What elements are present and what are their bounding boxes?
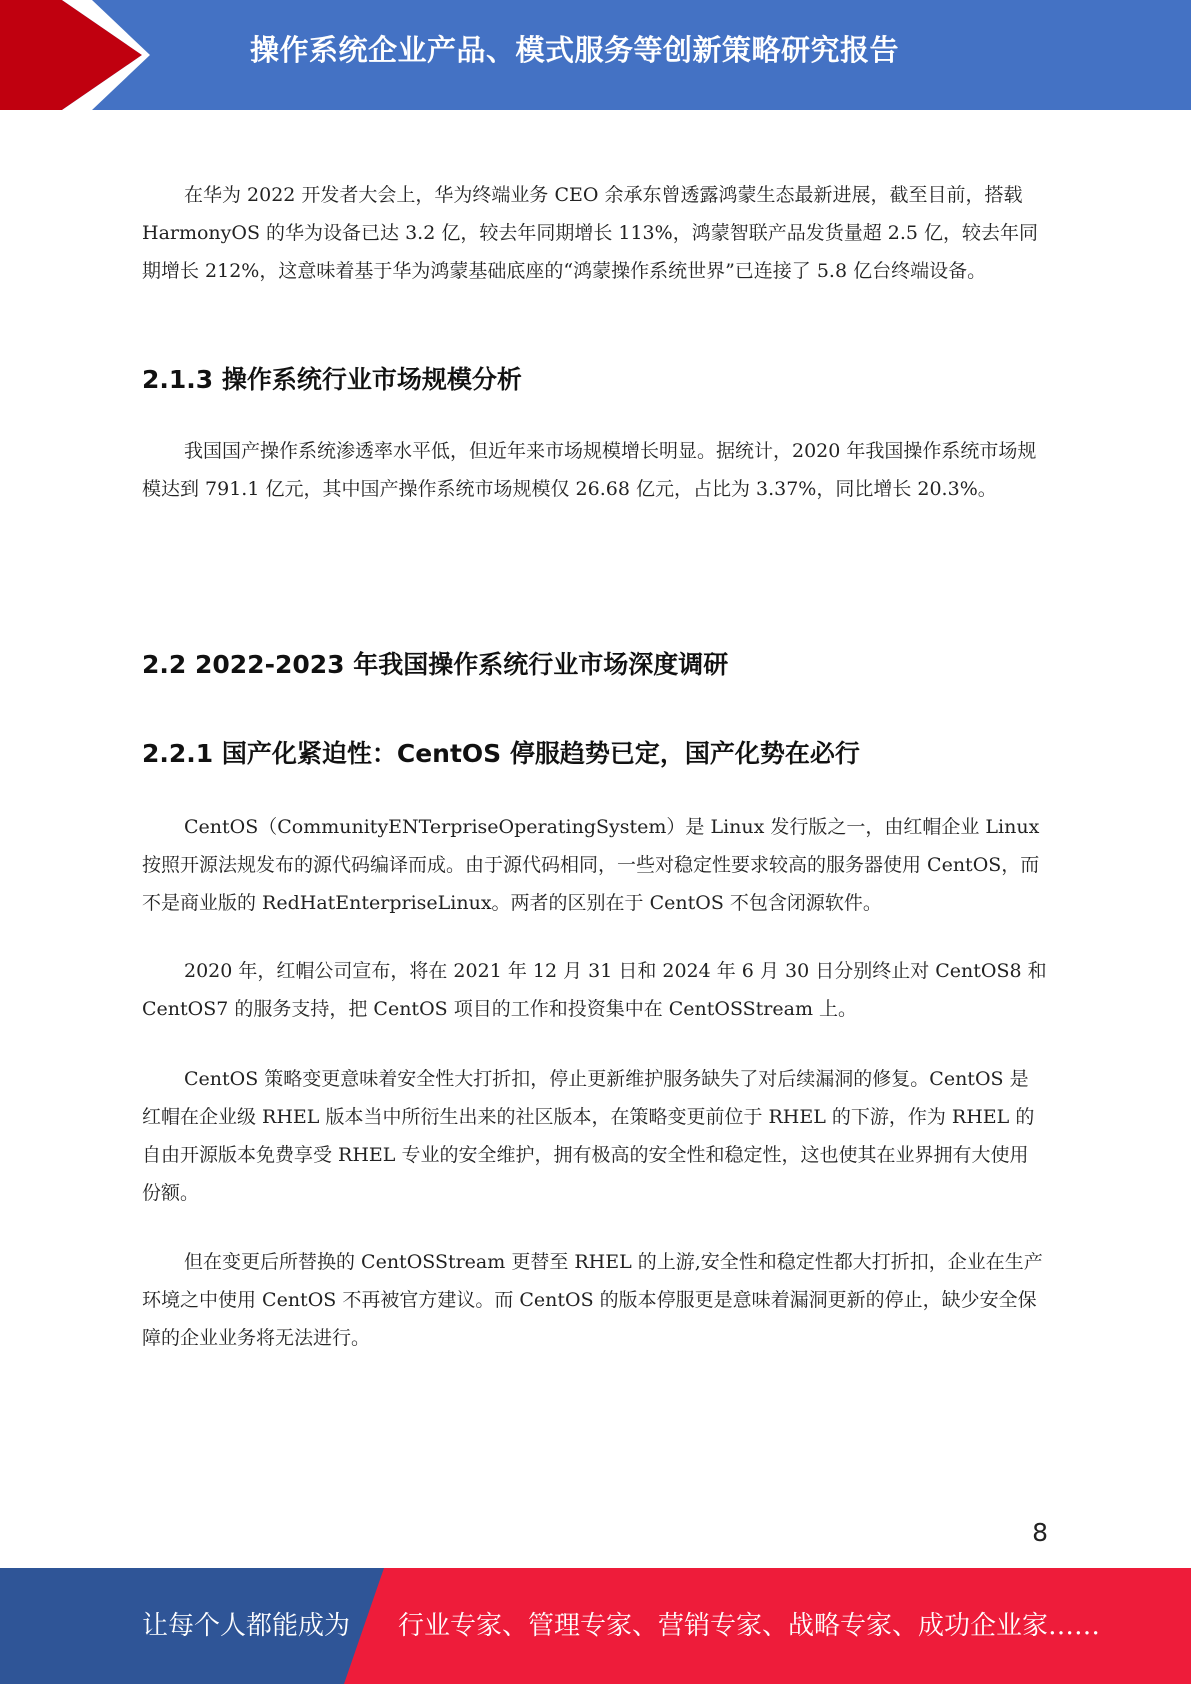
section-heading-2-2-1: 2.2.1 国产化紧迫性：CentOS 停服趋势已定，国产化势在必行 (142, 739, 860, 768)
section-heading-2-2: 2.2 2022-2023 年我国操作系统行业市场深度调研 (142, 650, 729, 679)
footer-slogan-left: 让每个人都能成为 (142, 1611, 351, 1641)
paragraph-centos-stream: 但在变更后所替换的 CentOSStream 更替至 RHEL 的上游,安全性和稳定性都大打折扣，企业在生产环境之中使用 CentOS 不再被官方建议。而 CentOS 的版本停服更是意味着漏洞更新的停止，缺少安全保障的企业业务将无法进行。 (142, 1251, 1043, 1349)
header-title: 操作系统企业产品、模式服务等创新策略研究报告 (250, 33, 900, 67)
footer-slogan-right: 行业专家、管理专家、营销专家、战略专家、成功企业家…… (398, 1611, 1101, 1641)
header-banner (0, 0, 1191, 110)
paragraph-redhat-announcement: 2020 年，红帽公司宣布，将在 2021 年 12 月 31 日和 2024 年 6 月 30 日分别终止对 CentOS8 和 CentOS7 的服务支持，把 CentOS 项目的工作和投资集中在 CentOSStream 上。 (142, 960, 1047, 1020)
paragraph-harmonyos: 在华为 2022 开发者大会上，华为终端业务 CEO 余承东曾透露鸿蒙生态最新进展，截至目前，搭载 HarmonyOS 的华为设备已达 3.2 亿，较去年同期增长 113%，鸿蒙智联产品发货量超 2.5 亿，较去年同期增长 212%，这意味着基于华为鸿蒙基础底座的“鸿蒙操作系统世界”已连接了 5.8 亿台终端设备。 (142, 184, 1038, 282)
section-heading-2-1-3: 2.1.3 操作系统行业市场规模分析 (142, 365, 522, 394)
paragraph-centos-security: CentOS 策略变更意味着安全性大打折扣，停止更新维护服务缺失了对后续漏洞的修复。CentOS 是红帽在企业级 RHEL 版本当中所衍生出来的社区版本，在策略变更前位于 RHEL 的下游，作为 RHEL 的自由开源版本免费享受 RHEL 专业的安全维护，拥有极高的安全性和稳定性，这也使其在业界拥有大使用份额。 (142, 1068, 1035, 1204)
paragraph-centos-intro: CentOS（CommunityENTerpriseOperatingSystem）是 Linux 发行版之一，由红帽企业 Linux 按照开源法规发布的源代码编译而成。由于源代码相同，一些对稳定性要求较高的服务器使用 CentOS，而不是商业版的 RedHatEnterpriseLinux。两者的区别在于 CentOS 不包含闭源软件。 (142, 816, 1040, 914)
page-number: 8 (1032, 1518, 1048, 1547)
footer-banner (0, 1568, 1191, 1684)
paragraph-market-size: 我国国产操作系统渗透率水平低，但近年来市场规模增长明显。据统计，2020 年我国操作系统市场规模达到 791.1 亿元，其中国产操作系统市场规模仅 26.68 亿元，占比为 3.37%，同比增长 20.3%。 (142, 440, 1037, 500)
